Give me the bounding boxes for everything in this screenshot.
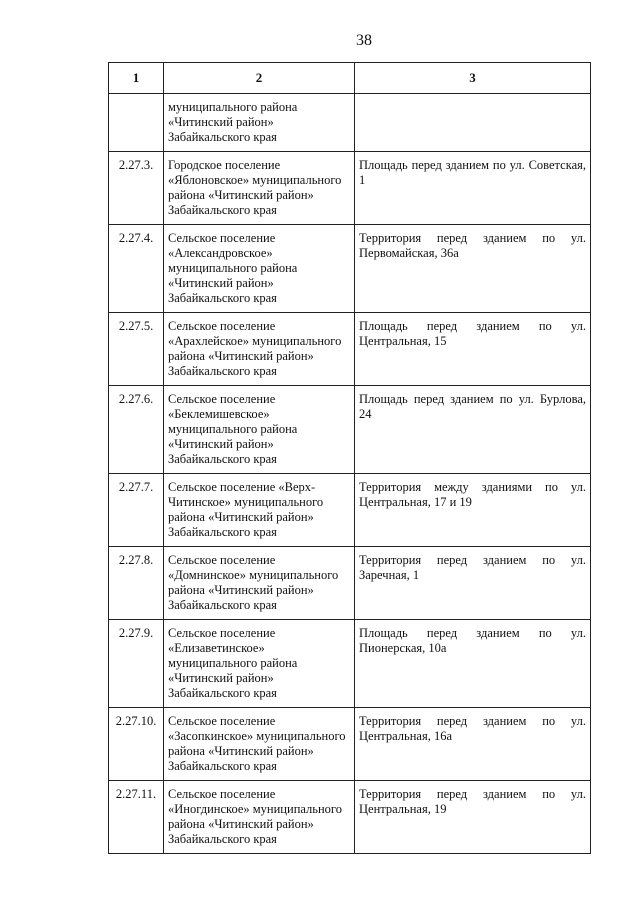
row-number: 2.27.3.	[109, 152, 164, 225]
table-row	[109, 708, 591, 781]
row-number: 2.27.5.	[109, 313, 164, 386]
settlement-name: Сельское поселение «Домнинское» муниципального района «Читинский район» Забайкальского края	[164, 547, 355, 620]
settlement-name: Сельское поселение «Арахлейское» муниципального района «Читинский район» Забайкальского края	[164, 313, 355, 386]
location: Площадь перед зданием по ул. Центральная, 15	[355, 313, 591, 386]
row-number: 2.27.6.	[109, 386, 164, 474]
row-number: 2.27.11.	[109, 781, 164, 854]
table-row	[109, 474, 591, 547]
column-header-2: 2	[164, 63, 355, 94]
location: Территория между зданиями по ул. Центральная, 17 и 19	[355, 474, 591, 547]
settlement-name: муниципального района «Читинский район» Забайкальского края	[164, 94, 355, 152]
page-number: 38	[356, 32, 372, 49]
row-number	[109, 94, 164, 152]
row-number: 2.27.9.	[109, 620, 164, 708]
table-row	[109, 547, 591, 620]
column-header-3: 3	[355, 63, 591, 94]
location: Территория перед зданием по ул. Центральная, 16а	[355, 708, 591, 781]
location: Площадь перед зданием по ул. Бурлова, 24	[355, 386, 591, 474]
row-number: 2.27.4.	[109, 225, 164, 313]
table-row	[109, 781, 591, 854]
table-header-row	[109, 63, 591, 94]
location: Площадь перед зданием по ул. Советская, 1	[355, 152, 591, 225]
settlement-name: Сельское поселение «Иногдинское» муниципального района «Читинский район» Забайкальского края	[164, 781, 355, 854]
row-number: 2.27.10.	[109, 708, 164, 781]
column-header-1: 1	[109, 63, 164, 94]
settlement-name: Сельское поселение «Беклемишевское» муниципального района «Читинский район» Забайкальского края	[164, 386, 355, 474]
settlement-name: Сельское поселение «Верх-Читинское» муниципального района «Читинский район» Забайкальского края	[164, 474, 355, 547]
settlement-name: Сельское поселение «Александровское» муниципального района «Читинский район» Забайкальского края	[164, 225, 355, 313]
table-row	[109, 386, 591, 474]
row-number: 2.27.8.	[109, 547, 164, 620]
location: Территория перед зданием по ул. Первомайская, 36а	[355, 225, 591, 313]
table-row	[109, 225, 591, 313]
settlement-name: Сельское поселение «Елизаветинское» муниципального района «Читинский район» Забайкальского края	[164, 620, 355, 708]
settlements-table	[108, 62, 591, 854]
location: Территория перед зданием по ул. Заречная, 1	[355, 547, 591, 620]
table-row	[109, 313, 591, 386]
settlement-name: Сельское поселение «Засопкинское» муниципального района «Читинский район» Забайкальского края	[164, 708, 355, 781]
location: Площадь перед зданием по ул. Пионерская, 10а	[355, 620, 591, 708]
table-row	[109, 152, 591, 225]
table-row	[109, 620, 591, 708]
table-row	[109, 94, 591, 152]
location	[355, 94, 591, 152]
location: Территория перед зданием по ул. Центральная, 19	[355, 781, 591, 854]
row-number: 2.27.7.	[109, 474, 164, 547]
settlement-name: Городское поселение «Яблоновское» муниципального района «Читинский район» Забайкальского края	[164, 152, 355, 225]
